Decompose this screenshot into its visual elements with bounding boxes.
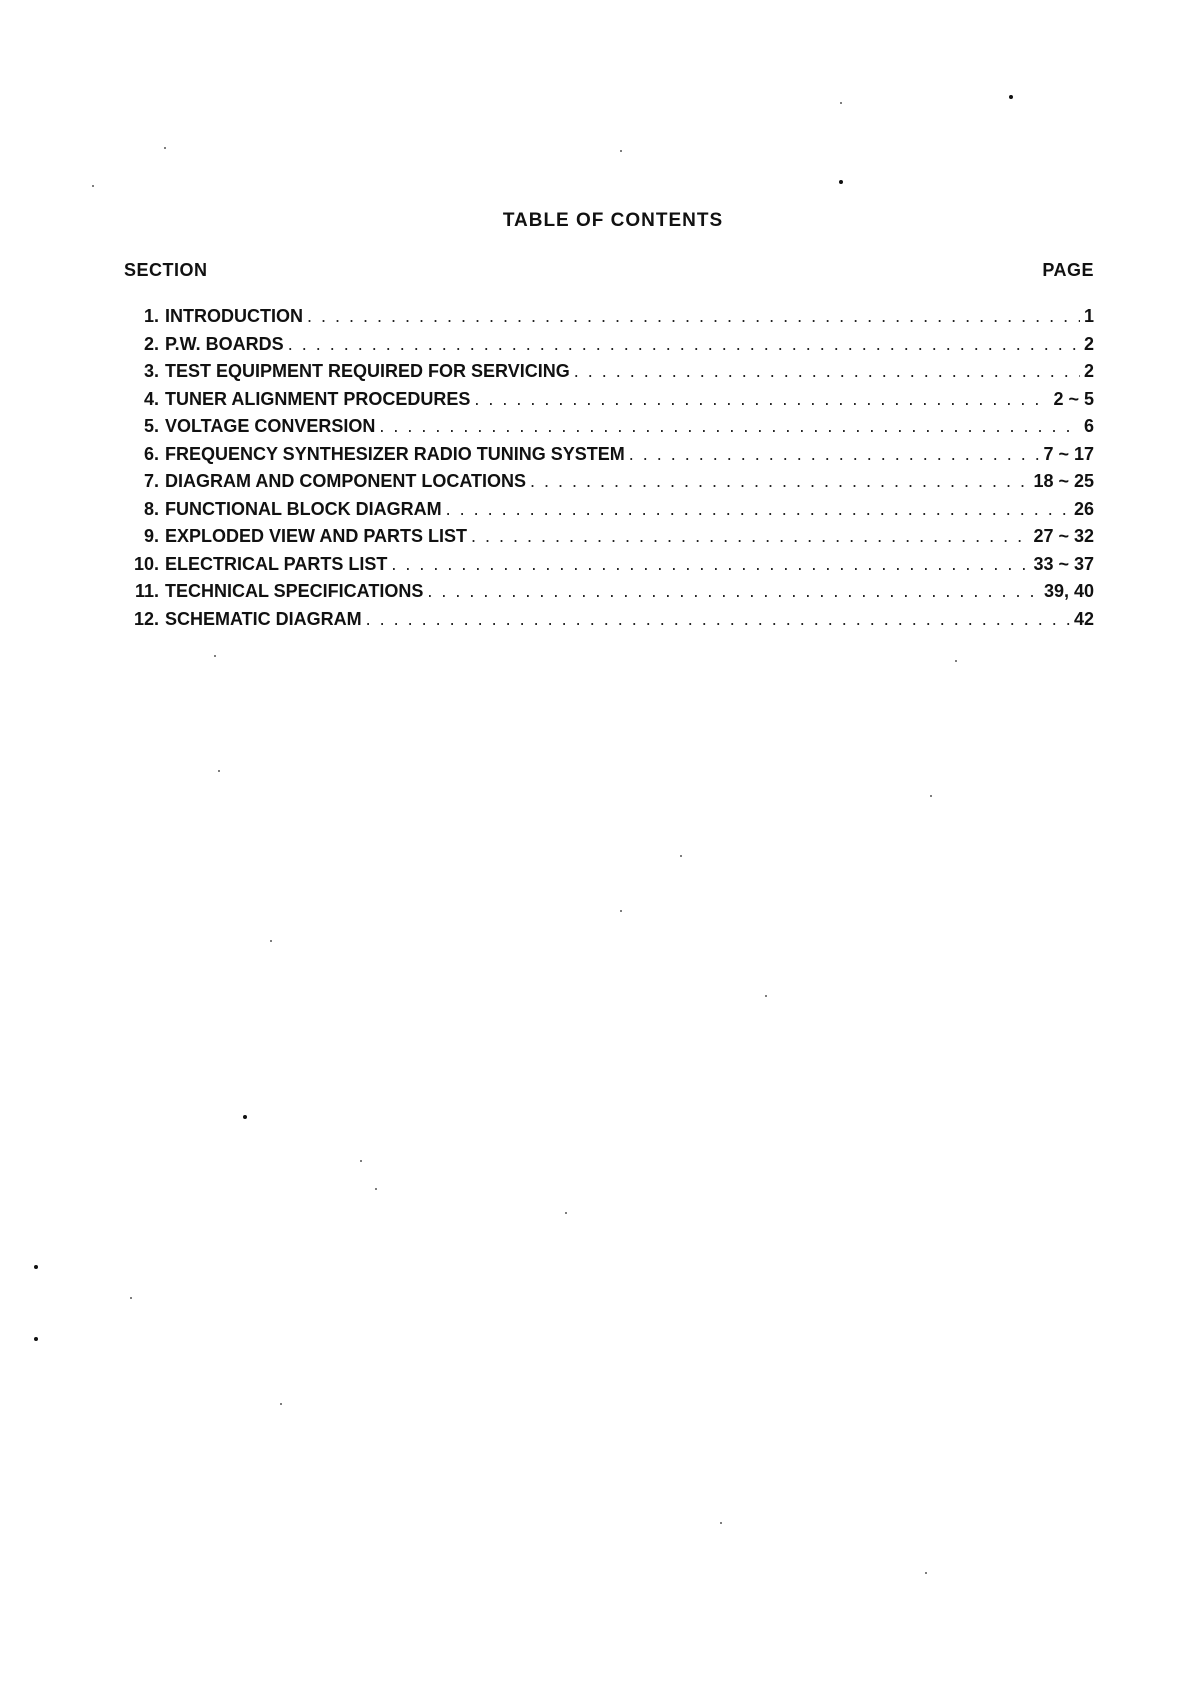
- scan-speck: [565, 1212, 567, 1214]
- toc-entry-title: SCHEMATIC DIAGRAM: [165, 608, 362, 629]
- scan-speck: [280, 1403, 282, 1405]
- scan-speck: [243, 1115, 247, 1119]
- toc-entry-page: 2: [1083, 333, 1094, 354]
- scan-speck: [34, 1337, 38, 1341]
- toc-entry-number: 5.: [143, 416, 159, 436]
- scan-speck: [1009, 95, 1013, 99]
- toc-entry-number: 10.: [133, 553, 159, 574]
- toc-entry-title: TECHNICAL SPECIFICATIONS: [165, 581, 424, 601]
- toc-entry-voltage-conversion: [124, 416, 1094, 444]
- dot-leader: [288, 334, 1080, 355]
- scan-speck: [375, 1188, 377, 1190]
- toc-entry-page: 33 ~ 37: [1033, 553, 1094, 574]
- toc-entry-title: FREQUENCY SYNTHESIZER RADIO TUNING SYSTEM: [165, 443, 625, 464]
- toc-entry-number: 1.: [143, 306, 159, 326]
- scan-speck: [218, 770, 220, 772]
- toc-entry-number: 2.: [143, 333, 159, 354]
- dot-leader: [629, 444, 1040, 465]
- scan-speck: [930, 795, 932, 797]
- scan-speck: [130, 1297, 132, 1299]
- toc-entry-frequency-synthesizer: [124, 444, 1094, 472]
- toc-entry-title: TUNER ALIGNMENT PROCEDURES: [165, 388, 471, 409]
- toc-entry-page: 7 ~ 17: [1043, 443, 1094, 464]
- toc-entry-title: DIAGRAM AND COMPONENT LOCATIONS: [165, 471, 526, 491]
- toc-entry-title: TEST EQUIPMENT REQUIRED FOR SERVICING: [165, 361, 570, 381]
- dot-leader: [471, 526, 1029, 547]
- toc-entry-title: INTRODUCTION: [165, 306, 303, 326]
- toc-entry-number: 11.: [134, 581, 159, 601]
- toc-entry-title: EXPLODED VIEW AND PARTS LIST: [165, 526, 468, 546]
- toc-entry-number: 7.: [143, 471, 159, 491]
- toc-entry-technical-specifications: [124, 581, 1094, 609]
- dot-leader: [307, 306, 1080, 327]
- dot-leader: [379, 416, 1080, 437]
- toc-entry-title: P.W. BOARDS: [165, 333, 284, 354]
- toc-entry-page: 2: [1083, 361, 1094, 381]
- dot-leader: [530, 471, 1029, 492]
- column-headers: [124, 260, 1094, 281]
- scan-speck: [620, 910, 622, 912]
- scan-speck: [840, 102, 842, 104]
- scan-speck: [214, 655, 216, 657]
- toc-entry-page: 39, 40: [1043, 581, 1094, 601]
- toc-entry-page: 1: [1083, 306, 1094, 326]
- dot-leader: [474, 389, 1049, 410]
- dot-leader: [391, 554, 1029, 575]
- toc-entry-functional-block-diagram: [124, 499, 1094, 527]
- toc-entry-diagram-component-locations: [124, 471, 1094, 499]
- toc-entry-schematic-diagram: [124, 609, 1094, 637]
- dot-leader: [366, 609, 1070, 630]
- toc-list: [124, 306, 1094, 636]
- scan-speck: [620, 150, 622, 152]
- scan-speck: [270, 940, 272, 942]
- toc-entry-number: 3.: [143, 361, 159, 381]
- toc-entry-page: 26: [1073, 498, 1094, 519]
- scan-speck: [360, 1160, 362, 1162]
- document-title: TABLE OF CONTENTS: [502, 210, 724, 231]
- scan-speck: [34, 1265, 38, 1269]
- scan-speck: [720, 1522, 722, 1524]
- section-header: SECTION: [124, 260, 208, 280]
- toc-entry-title: ELECTRICAL PARTS LIST: [165, 553, 388, 574]
- dot-leader: [574, 361, 1080, 382]
- toc-entry-number: 12.: [133, 608, 159, 629]
- scan-speck: [765, 995, 767, 997]
- scan-speck: [925, 1572, 927, 1574]
- scan-speck: [955, 660, 957, 662]
- toc-entry-title: FUNCTIONAL BLOCK DIAGRAM: [165, 498, 442, 519]
- toc-entry-number: 4.: [143, 388, 159, 409]
- toc-entry-electrical-parts-list: [124, 554, 1094, 582]
- toc-entry-number: 9.: [143, 526, 159, 546]
- scan-speck: [839, 180, 843, 184]
- toc-entry-test-equipment: [124, 361, 1094, 389]
- toc-entry-pw-boards: [124, 334, 1094, 362]
- toc-entry-number: 8.: [143, 498, 159, 519]
- toc-entry-page: 27 ~ 32: [1033, 526, 1094, 546]
- toc-entry-page: 18 ~ 25: [1033, 471, 1094, 491]
- toc-entry-page: 2 ~ 5: [1053, 388, 1094, 409]
- scan-speck: [92, 185, 94, 187]
- dot-leader: [446, 499, 1070, 520]
- toc-entry-exploded-view: [124, 526, 1094, 554]
- scan-speck: [164, 147, 166, 149]
- page-header: PAGE: [1042, 260, 1094, 280]
- toc-entry-page: 42: [1073, 608, 1094, 629]
- scan-speck: [680, 855, 682, 857]
- toc-entry-introduction: [124, 306, 1094, 334]
- toc-entry-number: 6.: [143, 443, 159, 464]
- toc-entry-tuner-alignment: [124, 389, 1094, 417]
- toc-entry-page: 6: [1083, 416, 1094, 436]
- toc-entry-title: VOLTAGE CONVERSION: [165, 416, 376, 436]
- dot-leader: [427, 581, 1040, 602]
